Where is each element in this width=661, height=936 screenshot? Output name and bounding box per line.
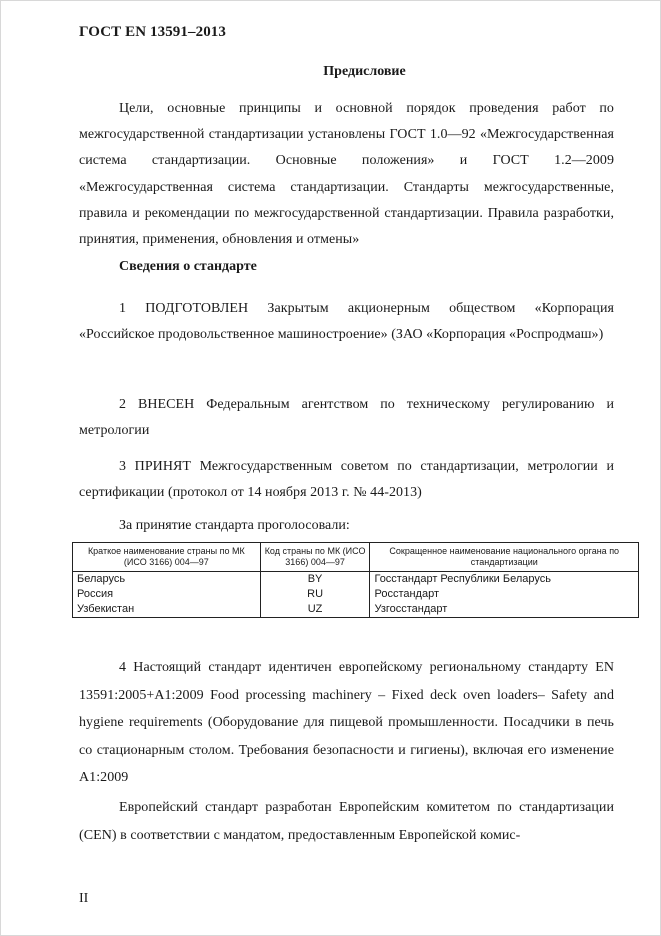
table-header-row <box>73 543 639 572</box>
column-header-code: Код страны по МК (ИСО 3166) 004—97 <box>260 543 370 572</box>
intro-paragraph <box>79 96 614 253</box>
code-cell: UZ <box>260 602 370 618</box>
item-2-paragraph <box>79 392 614 444</box>
document-id-header: ГОСТ EN 13591–2013 <box>79 24 226 40</box>
table-row <box>73 587 639 602</box>
item-3-text: 3 ПРИНЯТ Межгосударственным советом по стандартизации, метрологии и сертификации (протокол от 14 ноября 2013 г. № 44-2013) <box>79 459 614 501</box>
closing-paragraph <box>79 794 614 849</box>
column-header-country: Краткое наименование страны по МК (ИСО 3166) 004—97 <box>73 543 261 572</box>
authority-cell: Госстандарт Республики Беларусь <box>370 572 639 588</box>
country-cell: Россия <box>73 587 261 602</box>
voting-table <box>72 542 639 618</box>
item-4-text: 4 Настоящий стандарт идентичен европейскому региональному стандарту EN 13591:2005+A1:2009 Food processing machinery – Fixed deck oven loaders– Safety and hygiene requirements (Оборудование для пищевой промышленности. Посадчики в печь со стационарным столом. Требования безопасности и гигиены), включая его изменение A1:2009 <box>79 660 614 786</box>
authority-cell: Узгосстандарт <box>370 602 639 618</box>
column-header-authority: Сокращенное наименование национального органа по стандартизации <box>370 543 639 572</box>
item-2-text: 2 ВНЕСЕН Федеральным агентством по техническому регулированию и метрологии <box>79 397 614 439</box>
vote-intro: За принятие стандарта проголосовали: <box>119 518 350 533</box>
table-row <box>73 572 639 588</box>
item-1-paragraph <box>79 296 614 348</box>
code-cell: RU <box>260 587 370 602</box>
code-cell: BY <box>260 572 370 588</box>
item-4-paragraph <box>79 654 614 792</box>
item-3-paragraph <box>79 454 614 506</box>
page-number: II <box>79 891 89 906</box>
item-1-text: 1 ПОДГОТОВЛЕН Закрытым акционерным обществом «Корпорация «Российское продовольственное машиностроение» (ЗАО «Корпорация «Роспродмаш») <box>79 301 614 343</box>
intro-text: Цели, основные принципы и основной порядок проведения работ по межгосударственной стандартизации установлены ГОСТ 1.0—92 «Межгосударственная система стандартизации. Основные положения» и ГОСТ 1.2—2009 «Межгосударственная система стандартизации. Стандарты межгосударственные, правила и рекомендации по межгосударственной стандартизации. Правила разработки, принятия, применения, обновления и отмены» <box>79 101 614 248</box>
section-subheading: Сведения о стандарте <box>119 259 257 274</box>
country-cell: Беларусь <box>73 572 261 588</box>
table-row <box>73 602 639 618</box>
authority-cell: Росстандарт <box>370 587 639 602</box>
country-cell: Узбекистан <box>73 602 261 618</box>
closing-text: Европейский стандарт разработан Европейским комитетом по стандартизации (CEN) в соответствии с мандатом, предоставленным Европейской комис- <box>79 800 614 843</box>
page-title: Предисловие <box>323 64 406 79</box>
